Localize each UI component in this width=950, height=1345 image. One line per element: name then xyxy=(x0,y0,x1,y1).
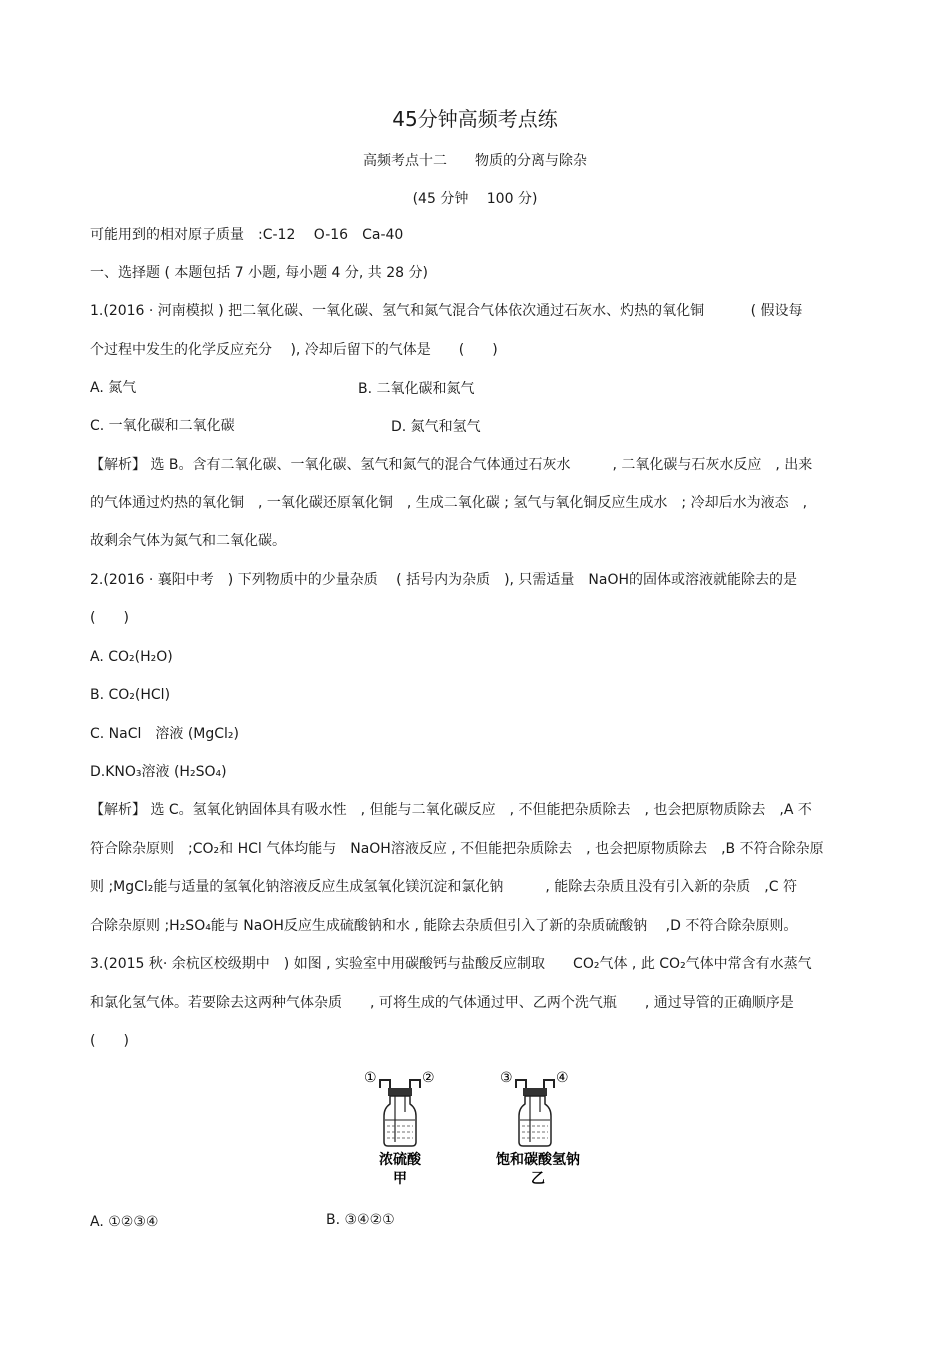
bottle-yi xyxy=(496,1070,580,1187)
q2-stem-line2: ( ) xyxy=(90,610,129,626)
q1-option-b: B. 二氧化碳和氮气 xyxy=(358,381,475,397)
q2-analysis-line1: 【解析】 选 C。氢氧化钠固体具有吸水性 , 但能与二氧化碳反应 , 不但能把杂质除去 , 也会把原物质除去 ,A 不 xyxy=(90,802,812,818)
q2-option-c: C. NaCl 溶液 (MgCl₂) xyxy=(90,726,240,742)
port-2-label: ② xyxy=(422,1070,435,1086)
bottle-jia-name-label: 甲 xyxy=(393,1171,407,1187)
q2-analysis-line3: 则 ;MgCl₂能与适量的氢氧化钠溶液反应生成氢氧化镁沉淀和氯化钠 , 能除去杂质且没有引入新的杂质 ,C 符 xyxy=(90,879,797,895)
q1-analysis-line2: 的气体通过灼热的氧化铜 , 一氧化碳还原氧化铜 , 生成二氧化碳 ; 氢气与氧化铜反应生成水 ; 冷却后水为液态 , xyxy=(90,495,808,511)
port-4-label: ④ xyxy=(556,1070,569,1086)
q3-option-a: A. ①②③④ xyxy=(90,1214,159,1230)
bottle-yi-name-label: 乙 xyxy=(531,1171,545,1187)
port-1-label: ① xyxy=(364,1070,377,1086)
q2-analysis-line4: 合除杂原则 ;H₂SO₄能与 NaOH反应生成硫酸钠和水 , 能除去杂质但引入了新的杂质硫酸钠 ,D 不符合除杂原则。 xyxy=(90,918,798,934)
bottle-jia xyxy=(364,1070,435,1187)
page-title: 45分钟高频考点练 xyxy=(392,107,558,131)
gas-washing-bottles-figure xyxy=(360,1062,600,1192)
topic-subtitle: 高频考点十二 物质的分离与除杂 xyxy=(363,153,587,169)
q2-option-b: B. CO₂(HCl) xyxy=(90,687,171,703)
q3-stem-line3: ( ) xyxy=(90,1033,129,1049)
duration-line: (45 分钟 100 分) xyxy=(412,191,538,207)
q1-analysis-line1: 【解析】 选 B。含有二氧化碳、一氧化碳、氢气和氮气的混合气体通过石灰水 , 二氧化碳与石灰水反应 , 出来 xyxy=(90,457,813,473)
q2-analysis-line2: 符合除杂原则 ;CO₂和 HCl 气体均能与 NaOH溶液反应 , 不但能把杂质除去 , 也会把原物质除去 ,B 不符合除杂原 xyxy=(90,841,824,857)
bottle-jia-liquid-label: 浓硫酸 xyxy=(379,1152,421,1168)
q3-stem-line1: 3.(2015 秋· 余杭区校级期中 ) 如图 , 实验室中用碳酸钙与盐酸反应制取 CO₂气体 , 此 CO₂气体中常含有水蒸气 xyxy=(90,956,812,972)
bottle-yi-liquid-label: 饱和碳酸氢钠 xyxy=(496,1152,580,1168)
q1-option-c: C. 一氧化碳和二氧化碳 xyxy=(90,418,235,434)
q1-analysis-line3: 故剩余气体为氮气和二氧化碳。 xyxy=(90,533,286,549)
q2-option-a: A. CO₂(H₂O) xyxy=(90,649,173,665)
q3-stem-line2: 和氯化氢气体。若要除去这两种气体杂质 , 可将生成的气体通过甲、乙两个洗气瓶 , 通过导管的正确顺序是 xyxy=(90,995,794,1011)
section-heading: 一、选择题 ( 本题包括 7 小题, 每小题 4 分, 共 28 分) xyxy=(90,265,428,281)
q3-option-b: B. ③④②① xyxy=(326,1212,395,1228)
q1-stem-line1: 1.(2016 · 河南模拟 ) 把二氧化碳、一氧化碳、氢气和氮气混合气体依次通过石灰水、灼热的氧化铜 ( 假设每 xyxy=(90,303,803,319)
atomic-mass-line: 可能用到的相对原子质量 :C-12 O-16 Ca-40 xyxy=(90,227,404,243)
q2-stem-line1: 2.(2016 · 襄阳中考 ) 下列物质中的少量杂质 ( 括号内为杂质 ), 只需适量 NaOH的固体或溶液就能除去的是 xyxy=(90,572,798,588)
q1-option-a: A. 氮气 xyxy=(90,380,137,396)
q2-option-d: D.KNO₃溶液 (H₂SO₄) xyxy=(90,764,227,780)
q1-option-d: D. 氮气和氢气 xyxy=(391,419,481,435)
port-3-label: ③ xyxy=(500,1070,513,1086)
q1-stem-line2: 个过程中发生的化学反应充分 ), 冷却后留下的气体是 ( ) xyxy=(90,342,498,358)
